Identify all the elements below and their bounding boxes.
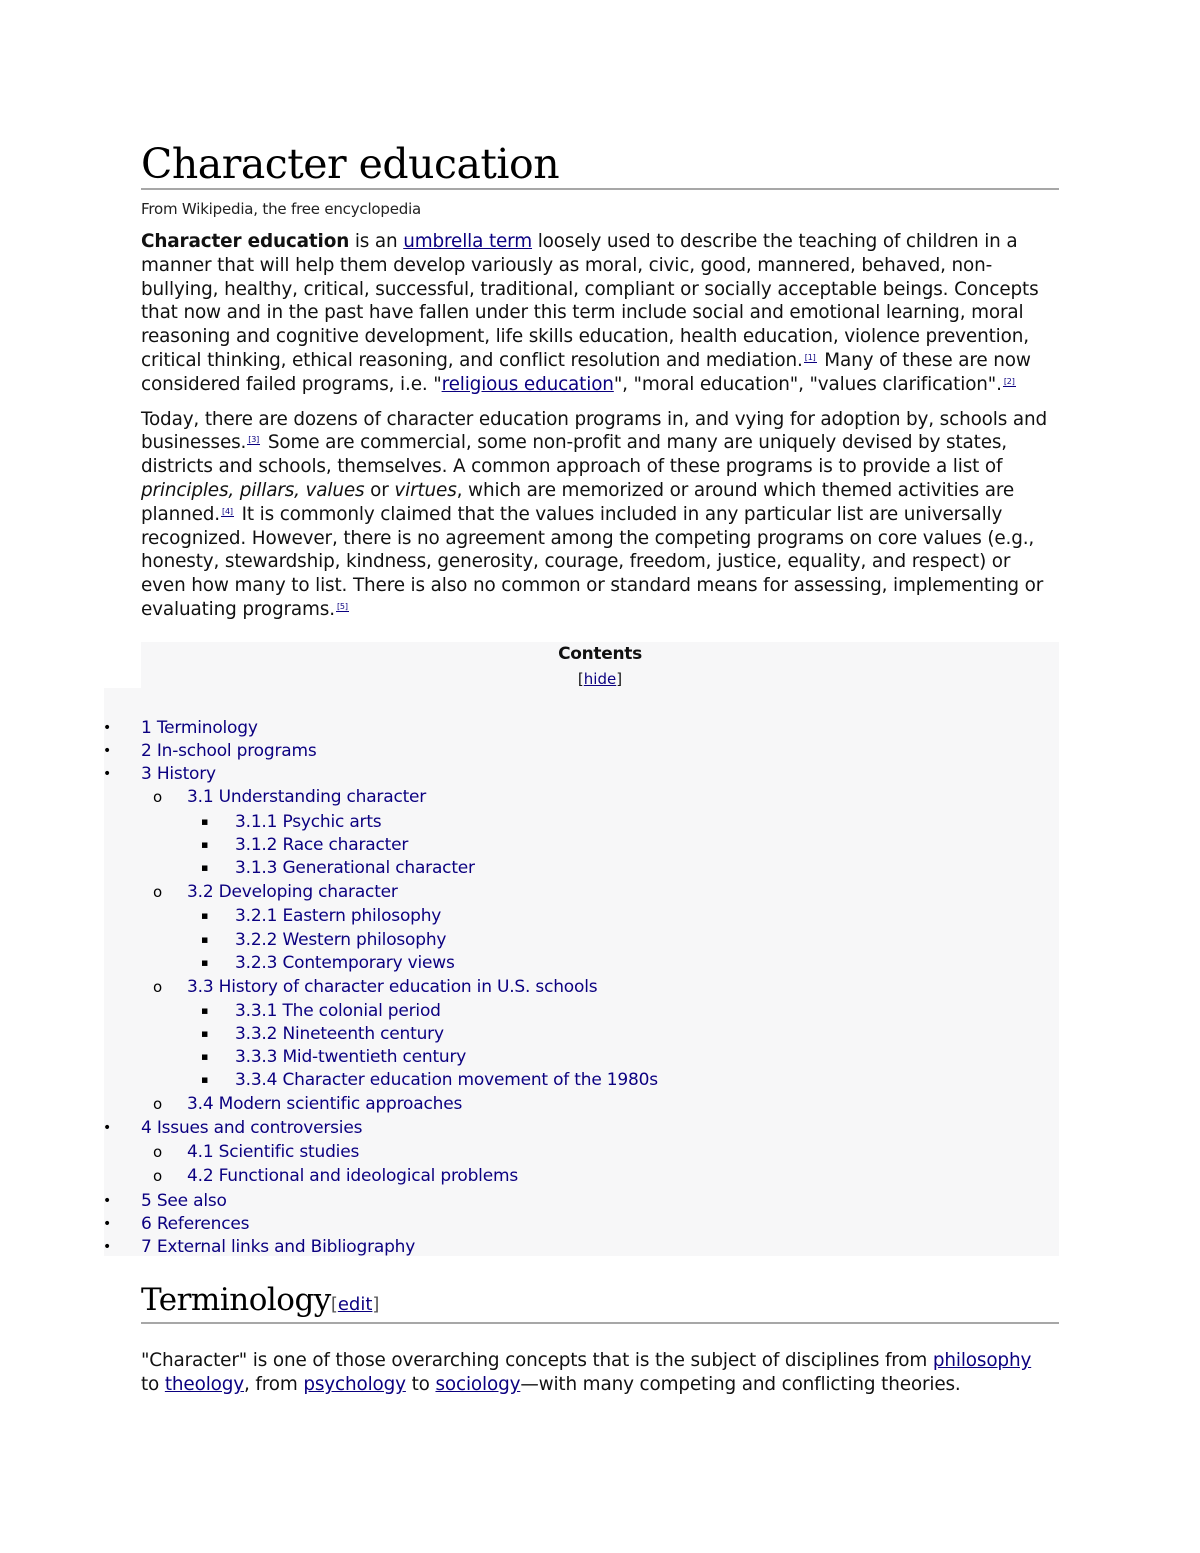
toc-item[interactable]: 3.2.3 Contemporary views [235, 953, 455, 973]
intro-paragraph: Character education is an umbrella term loosely used to describe the teaching of children in a manner that will help them develop variously as moral, civic, good, mannered, behaved, non-bullying, healthy, critical, successful, traditional, compliant or socially acceptable beings. Concepts that now and in the past have fallen under this term include social and emotional learning, moral reasoning and cognitive development, life skills education, health education, violence prevention, critical thinking, ethical reasoning, and conflict resolution and mediation. [1] Many of these are now considered failed programs, i.e. "religious education", "moral education", "values clarification". [2] [141, 231, 1039, 395]
toc-item[interactable]: 3.3.4 Character education movement of the 1980s [235, 1070, 658, 1090]
toc-hide-control: [hide] [577, 670, 623, 688]
toc-bullet: ▪ [201, 1004, 209, 1017]
toc-bullet: o [153, 1095, 163, 1113]
toc-title: Contents [558, 644, 642, 664]
toc-bullet: ▪ [201, 909, 209, 922]
citation-ref-4[interactable]: [4] [222, 506, 233, 516]
toc-item[interactable]: 3.3.1 The colonial period [235, 1001, 441, 1021]
toc-item[interactable]: 5 See also [141, 1191, 227, 1211]
link-theology[interactable]: theology [164, 1374, 245, 1396]
toc-item[interactable]: 3.3.3 Mid-twentieth century [235, 1047, 467, 1067]
toc-bullet: • [103, 1120, 112, 1136]
toc-bullet: • [103, 766, 112, 782]
toc-item[interactable]: 1 Terminology [141, 718, 258, 738]
toc-item[interactable]: 3.2 Developing character [187, 882, 398, 902]
toc-item[interactable]: 2 In-school programs [141, 741, 317, 761]
second-paragraph: Today, there are dozens of character education programs in, and vying for adoption by, schools and businesses. [3] Some are commercial, some non-profit and many are uniquely devised by states, districts and schools, themselves. A common approach of these programs is to provide a list of principles, pillars, values or virtues, which are memorized or around which themed activities are planned. [4] It is commonly claimed that the values included in any particular list are universally recognized. However, there is no agreement among the competing programs on core values (e.g., honesty, stewardship, kindness, generosity, courage, freedom, justice, equality, and respect) or even how many to list. There is also no common or standard means for assessing, implementing or evaluating programs. [5] [141, 408, 1048, 620]
toc-bullet: o [153, 883, 163, 901]
toc-bullet: • [103, 1193, 112, 1209]
toc-item[interactable]: 3.1 Understanding character [187, 787, 427, 807]
link-philosophy[interactable]: philosophy [932, 1350, 1032, 1372]
toc-item[interactable]: 4.2 Functional and ideological problems [187, 1166, 518, 1186]
section-edit-control: [edit] [330, 1294, 380, 1315]
link-sociology[interactable]: sociology [435, 1374, 521, 1396]
toc-bullet: ▪ [201, 861, 209, 874]
toc-hide-link[interactable]: hide [583, 670, 617, 688]
toc-bullet: • [103, 1216, 112, 1232]
toc-item[interactable]: 3.1.2 Race character [235, 835, 409, 855]
toc-bullet: o [153, 788, 163, 806]
toc-item[interactable]: 7 External links and Bibliography [141, 1237, 416, 1257]
toc-item[interactable]: 3.2.1 Eastern philosophy [235, 906, 442, 926]
toc-bullet: o [153, 1167, 163, 1185]
toc-item[interactable]: 4 Issues and controversies [141, 1118, 363, 1138]
toc-bullet: o [153, 1143, 163, 1161]
link-psychology[interactable]: psychology [303, 1374, 406, 1396]
toc-item[interactable]: 3.1.3 Generational character [235, 858, 475, 878]
section-heading-terminology: Terminology[edit] [141, 1283, 1059, 1324]
bold-term: Character education [141, 231, 350, 252]
citation-ref-5[interactable]: [5] [336, 601, 348, 611]
toc-bullet: ▪ [201, 956, 209, 969]
toc-item[interactable]: 6 References [141, 1214, 250, 1234]
citation-ref-1[interactable]: [1] [804, 352, 816, 362]
edit-link[interactable]: edit [337, 1294, 373, 1315]
toc-bullet: • [103, 720, 112, 736]
toc-item[interactable]: 3.2.2 Western philosophy [235, 930, 447, 950]
toc-item[interactable]: 3 History [141, 764, 216, 784]
toc-item[interactable]: 3.3 History of character education in U.S. schools [187, 977, 598, 997]
toc-bullet: ▪ [201, 838, 209, 851]
toc-bullet: ▪ [201, 1050, 209, 1063]
site-tagline: From Wikipedia, the free encyclopedia [141, 200, 422, 218]
toc-bullet: ▪ [201, 1073, 209, 1086]
page-title: Character education [141, 140, 1059, 190]
toc-item[interactable]: 3.3.2 Nineteenth century [235, 1024, 444, 1044]
citation-ref-2[interactable]: [2] [1003, 376, 1015, 386]
toc-item[interactable]: 3.1.1 Psychic arts [235, 812, 382, 832]
link-umbrella-term[interactable]: umbrella term [403, 231, 533, 252]
toc-bullet: • [103, 743, 112, 759]
citation-ref-3[interactable]: [3] [248, 435, 260, 445]
toc-bullet: • [103, 1239, 112, 1255]
toc-bullet: o [153, 978, 163, 996]
toc-item[interactable]: 4.1 Scientific studies [187, 1142, 360, 1162]
toc-item[interactable]: 3.4 Modern scientific approaches [187, 1094, 463, 1114]
toc-bullet: ▪ [201, 815, 209, 828]
toc-bullet: ▪ [201, 933, 209, 946]
link-religious-education[interactable]: religious education [441, 373, 614, 395]
terminology-paragraph: "Character" is one of those overarching concepts that is the subject of disciplines from philosophy to theology, from psychology to sociology—with many competing and conflicting theories. [141, 1350, 1032, 1396]
toc-bullet: ▪ [201, 1027, 209, 1040]
